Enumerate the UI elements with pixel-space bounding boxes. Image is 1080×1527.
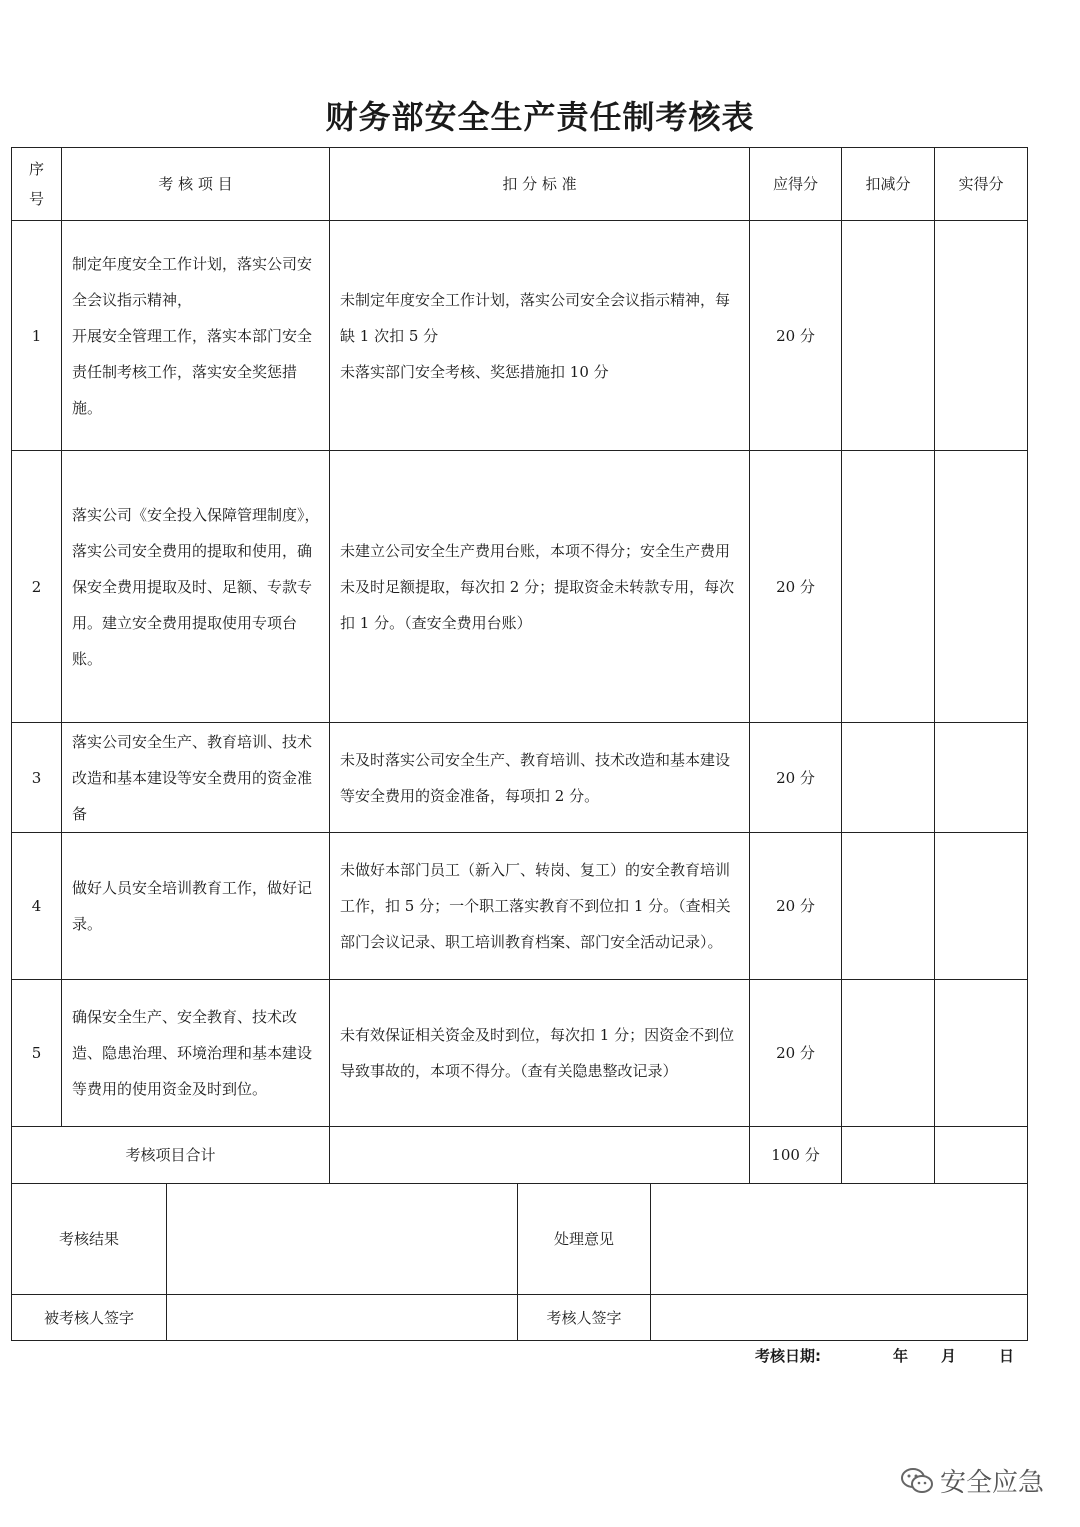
result-label: 考核结果 [12, 1184, 167, 1295]
row-item: 做好人员安全培训教育工作，做好记录。 [62, 833, 330, 980]
total-standard-cell [330, 1127, 750, 1184]
signature-table [11, 1183, 1028, 1341]
table-row [12, 451, 1028, 723]
header-actual-score: 实得分 [935, 148, 1028, 221]
table-row [12, 723, 1028, 833]
date-label: 考核日期: [755, 1347, 821, 1365]
row-item: 制定年度安全工作计划，落实公司安全会议指示精神， 开展安全管理工作，落实本部门安全责任制考核工作，落实安全奖惩措施。 [62, 221, 330, 451]
opinion-field[interactable] [651, 1184, 1028, 1295]
row-due-score: 20 分 [750, 221, 842, 451]
total-score: 100 分 [750, 1127, 842, 1184]
examiner-sign-field[interactable] [651, 1295, 1028, 1341]
header-standard: 扣 分 标 准 [330, 148, 750, 221]
wechat-icon [900, 1466, 934, 1496]
table-row [12, 833, 1028, 980]
header-item: 考 核 项 目 [62, 148, 330, 221]
table-row [12, 980, 1028, 1127]
row-item: 确保安全生产、安全教育、技术改造、隐患治理、环境治理和基本建设等费用的使用资金及时到位。 [62, 980, 330, 1127]
opinion-label: 处理意见 [518, 1184, 651, 1295]
total-label: 考核项目合计 [12, 1127, 330, 1184]
date-day: 日 [999, 1347, 1015, 1365]
row-standard: 未做好本部门员工（新入厂、转岗、复工）的安全教育培训工作，扣 5 分；一个职工落实教育不到位扣 1 分。（查相关部门会议记录、职工培训教育档案、部门安全活动记录）。 [330, 833, 750, 980]
row-due-score: 20 分 [750, 833, 842, 980]
date-month: 月 [941, 1347, 957, 1365]
row-standard: 未制定年度安全工作计划，落实公司安全会议指示精神，每缺 1 次扣 5 分 未落实部门安全考核、奖惩措施扣 10 分 [330, 221, 750, 451]
examinee-sign-field[interactable] [167, 1295, 518, 1341]
examinee-sign-label: 被考核人签字 [12, 1295, 167, 1341]
page-title: 财务部安全生产责任制考核表 [325, 98, 755, 136]
row-due-score: 20 分 [750, 723, 842, 833]
date-year: 年 [893, 1347, 909, 1365]
row-deduct-cell[interactable] [842, 451, 935, 723]
row-due-score: 20 分 [750, 980, 842, 1127]
row-standard: 未有效保证相关资金及时到位，每次扣 1 分；因资金不到位导致事故的，本项不得分。（查有关隐患整改记录） [330, 980, 750, 1127]
row-deduct-cell[interactable] [842, 833, 935, 980]
row-actual-cell[interactable] [935, 221, 1028, 451]
result-row [12, 1184, 1028, 1295]
row-actual-cell[interactable] [935, 980, 1028, 1127]
result-field[interactable] [167, 1184, 518, 1295]
assessment-table [11, 147, 1028, 1184]
row-seq: 3 [12, 723, 62, 833]
total-deduct-cell[interactable] [842, 1127, 935, 1184]
row-seq: 5 [12, 980, 62, 1127]
header-row [12, 148, 1028, 221]
row-deduct-cell[interactable] [842, 980, 935, 1127]
row-due-score: 20 分 [750, 451, 842, 723]
header-due-score: 应得分 [750, 148, 842, 221]
total-row [12, 1127, 1028, 1184]
row-actual-cell[interactable] [935, 833, 1028, 980]
watermark-text: 安全应急 [940, 1468, 1045, 1498]
row-seq: 4 [12, 833, 62, 980]
row-actual-cell[interactable] [935, 723, 1028, 833]
row-seq: 1 [12, 221, 62, 451]
total-actual-cell[interactable] [935, 1127, 1028, 1184]
watermark [900, 1462, 1044, 1499]
row-seq: 2 [12, 451, 62, 723]
examiner-sign-label: 考核人签字 [518, 1295, 651, 1341]
signature-row [12, 1295, 1028, 1341]
row-item: 落实公司《安全投入保障管理制度》，落实公司安全费用的提取和使用，确保安全费用提取及时、足额、专款专用。建立安全费用提取使用专项台账。 [62, 451, 330, 723]
header-deduct-score: 扣减分 [842, 148, 935, 221]
row-deduct-cell[interactable] [842, 221, 935, 451]
row-standard: 未及时落实公司安全生产、教育培训、技术改造和基本建设等安全费用的资金准备，每项扣 2 分。 [330, 723, 750, 833]
header-seq: 序 号 [12, 148, 62, 221]
table-row [12, 221, 1028, 451]
row-deduct-cell[interactable] [842, 723, 935, 833]
row-standard: 未建立公司安全生产费用台账，本项不得分；安全生产费用未及时足额提取，每次扣 2 分；提取资金未转款专用，每次扣 1 分。（查安全费用台账） [330, 451, 750, 723]
row-item: 落实公司安全生产、教育培训、技术改造和基本建设等安全费用的资金准备 [62, 723, 330, 833]
row-actual-cell[interactable] [935, 451, 1028, 723]
